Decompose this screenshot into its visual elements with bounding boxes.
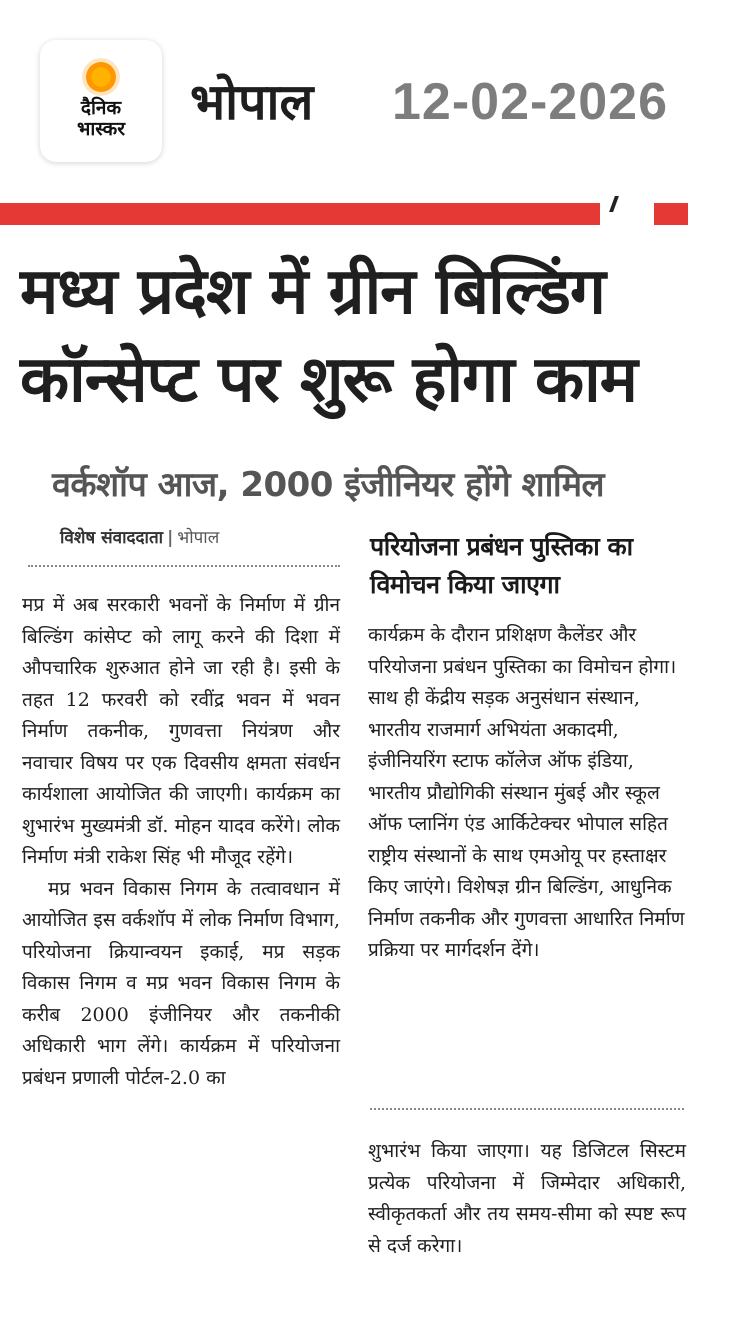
edition-city: भोपाल bbox=[190, 73, 314, 131]
article-right-column bbox=[368, 620, 686, 967]
left-paragraph-1: मप्र में अब सरकारी भवनों के निर्माण में ग्रीन बिल्डिंग कांसेप्ट को लागू करने की दिशा में औपचारिक शुरुआत होने जा रही है। इसी के तहत 12 फरवरी को रवींद्र भवन में भवन निर्माण तकनीक, गुणवत्ता नियंत्रण और नवाचार विषय पर एक दिवसीय क्षमता संवर्धन कार्यशाला आयोजित की जाएगी। कार्यक्रम का शुभारंभ मुख्यमंत्री डॉ. मोहन यादव करेंगे। लोक निर्माण मंत्री राकेश सिंह भी मौजूद रहेंगे। bbox=[22, 594, 340, 868]
right-paragraph-2: शुभारंभ किया जाएगा। यह डिजिटल सिस्टम प्रत्येक परियोजना में जिम्मेदार अधिकारी, स्वीकृतकर्ता और तय समय-सीमा को स्पष्ट रूप से दर्ज करेगा। bbox=[368, 1140, 686, 1257]
byline-separator: | bbox=[167, 528, 174, 548]
logo-text: दैनिक भास्कर bbox=[76, 97, 126, 140]
red-divider-bar bbox=[0, 203, 600, 225]
article-byline bbox=[60, 525, 350, 548]
section-subheading: परियोजना प्रबंधन पुस्तिका का विमोचन किया जाएगा bbox=[370, 532, 633, 599]
edition-date: 12-02-2026 bbox=[392, 73, 668, 131]
right-paragraph-1: कार्यक्रम के दौरान प्रशिक्षण कैलेंडर और परियोजना प्रबंधन पुस्तिका का विमोचन होगा। साथ ही केंद्रीय सड़क अनुसंधान संस्थान, भारतीय राजमार्ग अभियंता अकादमी, इंजीनियरिंग स्टाफ कॉलेज ऑफ इंडिया, भारतीय प्रौद्योगिकी संस्थान मुंबई और स्कूल ऑफ प्लानिंग एंड आर्किटेक्चर भोपाल सहित राष्ट्रीय संस्थानों के साथ एमओयू पर हस्ताक्षर किए जाएंगे। विशेषज्ञ ग्रीन बिल्डिंग, आधुनिक निर्माण तकनीक और गुणवत्ता आधारित निर्माण प्रक्रिया पर मार्गदर्शन देंगे। bbox=[368, 624, 685, 961]
sun-icon bbox=[86, 62, 116, 92]
article-headline: मध्य प्रदेश में ग्रीन बिल्डिंग कॉन्सेप्ट पर शुरू होगा काम bbox=[20, 255, 637, 417]
article-subheadline: वर्कशॉप आज, 2000 इंजीनियर होंगे शामिल bbox=[52, 465, 605, 505]
article-right-column-bottom bbox=[368, 1136, 686, 1262]
newspaper-header bbox=[0, 0, 749, 200]
byline-place: भोपाल bbox=[177, 528, 220, 548]
red-divider-bar-short bbox=[654, 203, 688, 225]
article-left-column bbox=[22, 590, 340, 1094]
byline-author: विशेष संवाददाता bbox=[60, 528, 164, 548]
left-paragraph-2: मप्र भवन विकास निगम के तत्वावधान में आयोजित इस वर्कशॉप में लोक निर्माण विभाग, परियोजना क्रियान्वयन इकाई, मप्र सड़क विकास निगम व मप्र भवन विकास निगम के करीब 2000 इंजीनियर और तकनीकी अधिकारी भाग लेंगे। कार्यक्रम में परियोजना प्रबंधन प्रणाली पोर्टल-2.0 का bbox=[22, 877, 340, 1089]
byline-rule bbox=[28, 565, 340, 567]
dainik-bhaskar-logo bbox=[40, 40, 162, 162]
column-rule bbox=[370, 1108, 684, 1110]
